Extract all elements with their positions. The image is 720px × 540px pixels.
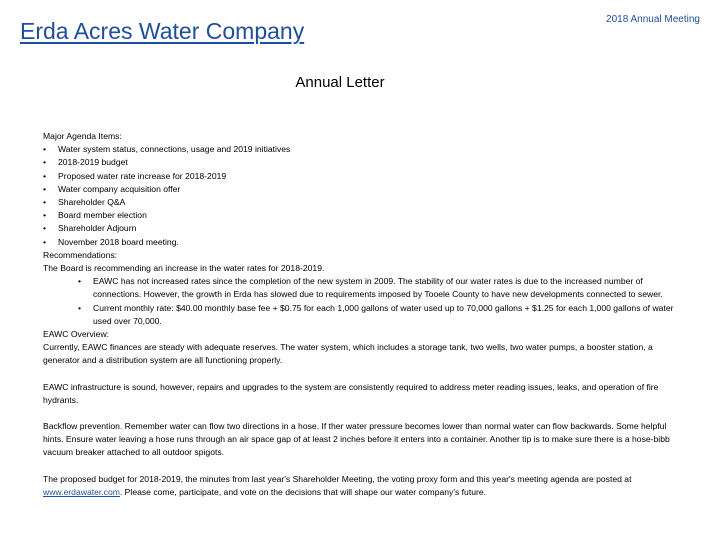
agenda-list [43, 143, 688, 249]
letter-body [43, 130, 688, 499]
document-title: Annual Letter [295, 74, 385, 91]
agenda-item: • Board member election [43, 209, 688, 222]
agenda-item: • Water system status, connections, usage and 2019 initiatives [43, 143, 688, 156]
closing-text-end: . Please come, participate, and vote on the decisions that will shape our water company's future. [119, 486, 487, 497]
recommendation-list [43, 275, 688, 328]
meeting-label: 2018 Annual Meeting [606, 14, 700, 25]
company-name: Erda Acres Water Company [20, 18, 305, 44]
overview-heading: EAWC Overview: [43, 329, 110, 340]
agenda-heading: Major Agenda Items: [43, 131, 122, 141]
agenda-item: • Water company acquisition offer [43, 183, 688, 196]
website-link[interactable]: www.erdawater.com [43, 486, 120, 497]
agenda-item: • Proposed water rate increase for 2018-2019 [43, 170, 688, 183]
closing-text: The proposed budget for 2018-2019, the minutes from last year's Shareholder Meeting, the voting proxy form and this year's meeting agenda are posted at [43, 473, 632, 484]
recommendation-item: • EAWC has not increased rates since the completion of the new system in 2009. The stability of our water rates is due to the increased number of connections. However, the growth in Erda has slowed due to requirements imposed by Tooele County to have new developments connected to sewer. [85, 275, 688, 301]
agenda-item: • 2018-2019 budget [43, 156, 688, 169]
infrastructure-paragraph: EAWC infrastructure is sound, however, repairs and upgrades to the system are consistently required to address meter reading issues, leaks, and operation of fire hydrants. [43, 381, 659, 405]
overview-paragraph: Currently, EAWC finances are steady with adequate reserves. The water system, which includes a storage tank, two wells, two water pumps, a booster station, a generator and a distribution system are all functioning properly. [43, 342, 653, 366]
agenda-item: • November 2018 board meeting. [43, 236, 688, 249]
recommendations-heading: Recommendations: [43, 249, 118, 260]
recommendation-item: • Current monthly rate: $40.00 monthly base fee + $0.75 for each 1,000 gallons of water used up to 70,000 gallons + $1.25 for each 1,000 gallons of water used over 70,000. [85, 302, 688, 328]
agenda-item: • Shareholder Q&A [43, 196, 688, 209]
closing-paragraph [43, 473, 688, 499]
backflow-paragraph: Backflow prevention. Remember water can flow two directions in a hose. If ther water pressure becomes lower than normal water can flow backwards. Some helpful hints. Ensure water leaving a hose runs through an air space gap of at least 2 inches before it enters into a container. Another tip is to make sure there is a hose-bibb vacuum breaker attached to all outdoor spigots. [43, 421, 670, 458]
agenda-item: • Shareholder Adjourn [43, 222, 688, 235]
recommendations-intro: The Board is recommending an increase in the water rates for 2018-2019. [43, 263, 325, 274]
